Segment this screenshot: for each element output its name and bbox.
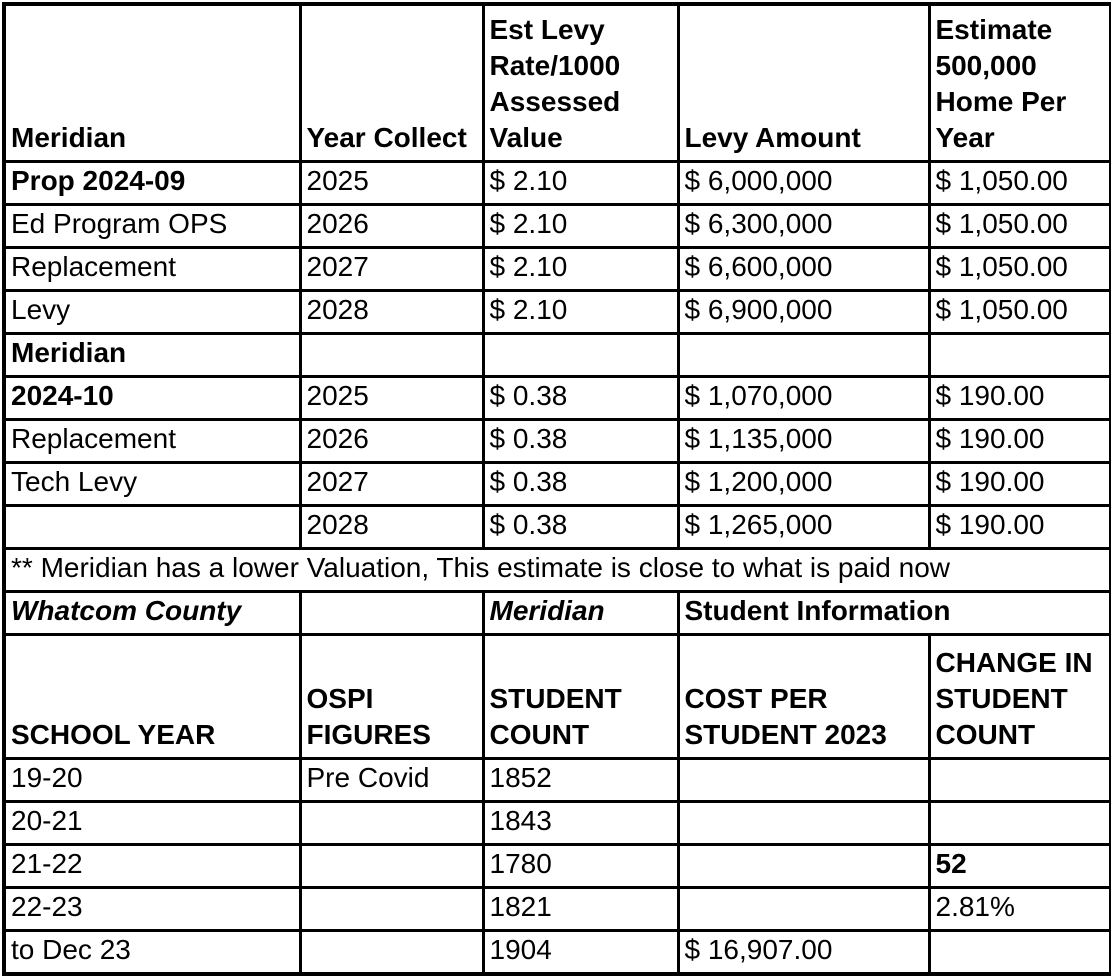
levy-amount: $ 6,000,000 — [678, 162, 929, 205]
levy-home: $ 190.00 — [929, 506, 1111, 549]
levy-home: $ 1,050.00 — [929, 248, 1111, 291]
section-meridian: Meridian — [483, 592, 678, 635]
levy-header-row — [4, 4, 1111, 162]
student-year: 21-22 — [4, 845, 300, 888]
levy-header-year-collect: Year Collect — [300, 4, 483, 162]
student-cost — [678, 845, 929, 888]
levy-rate: $ 2.10 — [483, 162, 678, 205]
student-cost: $ 16,907.00 — [678, 931, 929, 975]
levy-label: 2024-10 — [4, 377, 300, 420]
student-year: 22-23 — [4, 888, 300, 931]
levy-amount: $ 1,265,000 — [678, 506, 929, 549]
levy-rate: $ 0.38 — [483, 463, 678, 506]
student-change: 52 — [929, 845, 1111, 888]
levy-header-levy-amount: Levy Amount — [678, 4, 929, 162]
student-year: 19-20 — [4, 759, 300, 802]
levy-year: 2027 — [300, 248, 483, 291]
levy-amount: $ 6,300,000 — [678, 205, 929, 248]
student-count: 1904 — [483, 931, 678, 975]
student-ospi: Pre Covid — [300, 759, 483, 802]
levy-amount — [678, 334, 929, 377]
levy-year: 2026 — [300, 420, 483, 463]
levy-rate: $ 2.10 — [483, 248, 678, 291]
student-year: 20-21 — [4, 802, 300, 845]
levy-year: 2025 — [300, 162, 483, 205]
levy-rate: $ 2.10 — [483, 291, 678, 334]
levy-label: Levy — [4, 291, 300, 334]
levy-home: $ 190.00 — [929, 377, 1111, 420]
levy-amount: $ 1,070,000 — [678, 377, 929, 420]
student-row-to-dec-23 — [4, 931, 1111, 975]
levy-year: 2025 — [300, 377, 483, 420]
levy-row-2024-10 — [4, 377, 1111, 420]
valuation-note-row — [4, 549, 1111, 592]
levy-year: 2028 — [300, 506, 483, 549]
section-empty-cell — [300, 592, 483, 635]
student-change — [929, 802, 1111, 845]
levy-label — [4, 506, 300, 549]
levy-label: Prop 2024-09 — [4, 162, 300, 205]
student-cost — [678, 759, 929, 802]
levy-row-levy — [4, 291, 1111, 334]
levy-row-prop-2024-09 — [4, 162, 1111, 205]
student-row-22-23 — [4, 888, 1111, 931]
student-row-21-22 — [4, 845, 1111, 888]
student-change — [929, 931, 1111, 975]
levy-header-estimate-home: Estimate 500,000 Home Per Year — [929, 4, 1111, 162]
levy-rate: $ 0.38 — [483, 506, 678, 549]
levy-label: Replacement — [4, 248, 300, 291]
levy-amount: $ 6,600,000 — [678, 248, 929, 291]
section-whatcom-county: Whatcom County — [4, 592, 300, 635]
levy-rate — [483, 334, 678, 377]
levy-year: 2026 — [300, 205, 483, 248]
student-header-ospi-figures: OSPI FIGURES — [300, 635, 483, 759]
levy-home: $ 1,050.00 — [929, 291, 1111, 334]
levy-header-meridian: Meridian — [4, 4, 300, 162]
levy-home: $ 1,050.00 — [929, 162, 1111, 205]
levy-label: Replacement — [4, 420, 300, 463]
levy-rate: $ 0.38 — [483, 420, 678, 463]
student-cost — [678, 888, 929, 931]
student-ospi — [300, 802, 483, 845]
student-cost — [678, 802, 929, 845]
student-row-19-20 — [4, 759, 1111, 802]
levy-label: Ed Program OPS — [4, 205, 300, 248]
levy-row-meridian-section — [4, 334, 1111, 377]
levy-amount: $ 1,135,000 — [678, 420, 929, 463]
levy-header-est-levy-rate: Est Levy Rate/1000 Assessed Value — [483, 4, 678, 162]
student-change: 2.81% — [929, 888, 1111, 931]
student-row-20-21 — [4, 802, 1111, 845]
student-year: to Dec 23 — [4, 931, 300, 975]
levy-and-student-table — [2, 2, 1111, 976]
levy-home: $ 190.00 — [929, 420, 1111, 463]
levy-rate: $ 0.38 — [483, 377, 678, 420]
student-header-cost-per-student: COST PER STUDENT 2023 — [678, 635, 929, 759]
levy-year — [300, 334, 483, 377]
student-header-change-in-count: CHANGE IN STUDENT COUNT — [929, 635, 1111, 759]
student-ospi — [300, 931, 483, 975]
levy-label: Meridian — [4, 334, 300, 377]
section-student-information: Student Information — [678, 592, 1111, 635]
levy-home: $ 190.00 — [929, 463, 1111, 506]
section-header-row — [4, 592, 1111, 635]
levy-row-replacement-1 — [4, 248, 1111, 291]
levy-home: $ 1,050.00 — [929, 205, 1111, 248]
levy-row-2028 — [4, 506, 1111, 549]
levy-year: 2027 — [300, 463, 483, 506]
levy-home — [929, 334, 1111, 377]
student-count: 1843 — [483, 802, 678, 845]
valuation-note: ** Meridian has a lower Valuation, This estimate is close to what is paid now — [4, 549, 1111, 592]
student-header-row — [4, 635, 1111, 759]
levy-amount: $ 1,200,000 — [678, 463, 929, 506]
student-change — [929, 759, 1111, 802]
levy-amount: $ 6,900,000 — [678, 291, 929, 334]
levy-label: Tech Levy — [4, 463, 300, 506]
levy-row-ed-program-ops — [4, 205, 1111, 248]
student-ospi — [300, 845, 483, 888]
levy-row-tech-levy — [4, 463, 1111, 506]
student-ospi — [300, 888, 483, 931]
student-count: 1852 — [483, 759, 678, 802]
levy-row-replacement-2 — [4, 420, 1111, 463]
student-count: 1821 — [483, 888, 678, 931]
levy-year: 2028 — [300, 291, 483, 334]
student-header-school-year: SCHOOL YEAR — [4, 635, 300, 759]
student-count: 1780 — [483, 845, 678, 888]
student-header-student-count: STUDENT COUNT — [483, 635, 678, 759]
levy-rate: $ 2.10 — [483, 205, 678, 248]
